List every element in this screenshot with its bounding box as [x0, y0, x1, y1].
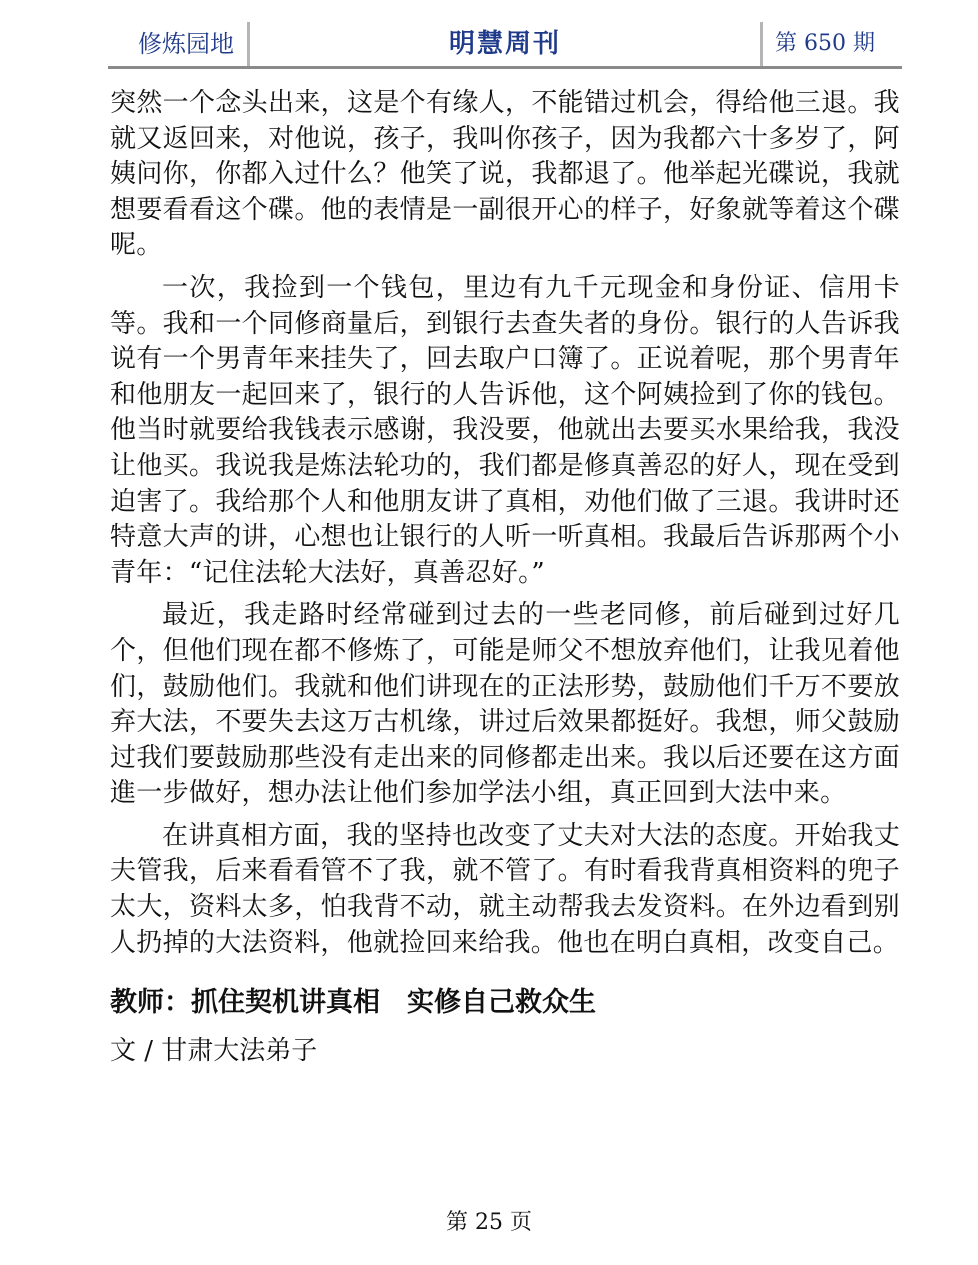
paragraph: 一次，我捡到一个钱包，里边有九千元现金和身份证、信用卡等。我和一个同修商量后，到银行去查失者的身份。银行的人告诉我说有一个男青年来挂失了，回去取户口簿了。正说着呢，那个男青年和他朋友一起回来了，银行的人告诉他，这个阿姨捡到了你的钱包。他当时就要给我钱表示感谢，我没要，他就出去要买水果给我，我没让他买。我说我是炼法轮功的，我们都是修真善忍的好人，现在受到迫害了。我给那个人和他朋友讲了真相，劝他们做了三退。我讲时还特意大声的讲，心想也让银行的人听一听真相。我最后告诉那两个小青年：“记住法轮大法好，真善忍好。” [110, 272, 900, 588]
issue-number: 第 650 期 [760, 22, 900, 66]
paragraph: 突然一个念头出来，这是个有缘人，不能错过机会，得给他三退。我就又返回来，对他说，孩子，我叫你孩子，因为我都六十多岁了，阿姨问你，你都入过什么？他笑了说，我都退了。他举起光碟说，我就想要看看这个碟。他的表情是一副很开心的样子，好象就等着这个碟呢。 [110, 88, 900, 261]
header-divider [108, 66, 902, 69]
article-body [110, 86, 900, 1071]
page-number: 第 25 页 [446, 1210, 532, 1235]
paragraph: 在讲真相方面，我的坚持也改变了丈夫对大法的态度。开始我丈夫管我，后来看看管不了我，就不管了。有时看我背真相资料的兜子太大，资料太多，怕我背不动，就主动帮我去发资料。在外边看到别人扔掉的大法资料，他就捡回来给我。他也在明白真相，改变自己。 [110, 820, 900, 958]
section-name: 修炼园地 [110, 22, 250, 66]
article-byline: 文 / 甘肃大法弟子 [110, 1036, 318, 1067]
running-header [110, 22, 900, 68]
article-title: 教师：抓住契机讲真相 实修自己救众生 [110, 987, 596, 1019]
paragraph: 最近，我走路时经常碰到过去的一些老同修，前后碰到过好几个，但他们现在都不修炼了，可能是师父不想放弃他们，让我见着他们，鼓励他们。我就和他们讲现在的正法形势，鼓励他们千万不要放弃大法，不要失去这万古机缘，讲过后效果都挺好。我想，师父鼓励过我们要鼓励那些没有走出来的同修都走出来。我以后还要在这方面進一步做好，想办法让他们参加学法小组，真正回到大法中来。 [110, 600, 900, 809]
publication-title: 明慧周刊 [448, 29, 561, 59]
